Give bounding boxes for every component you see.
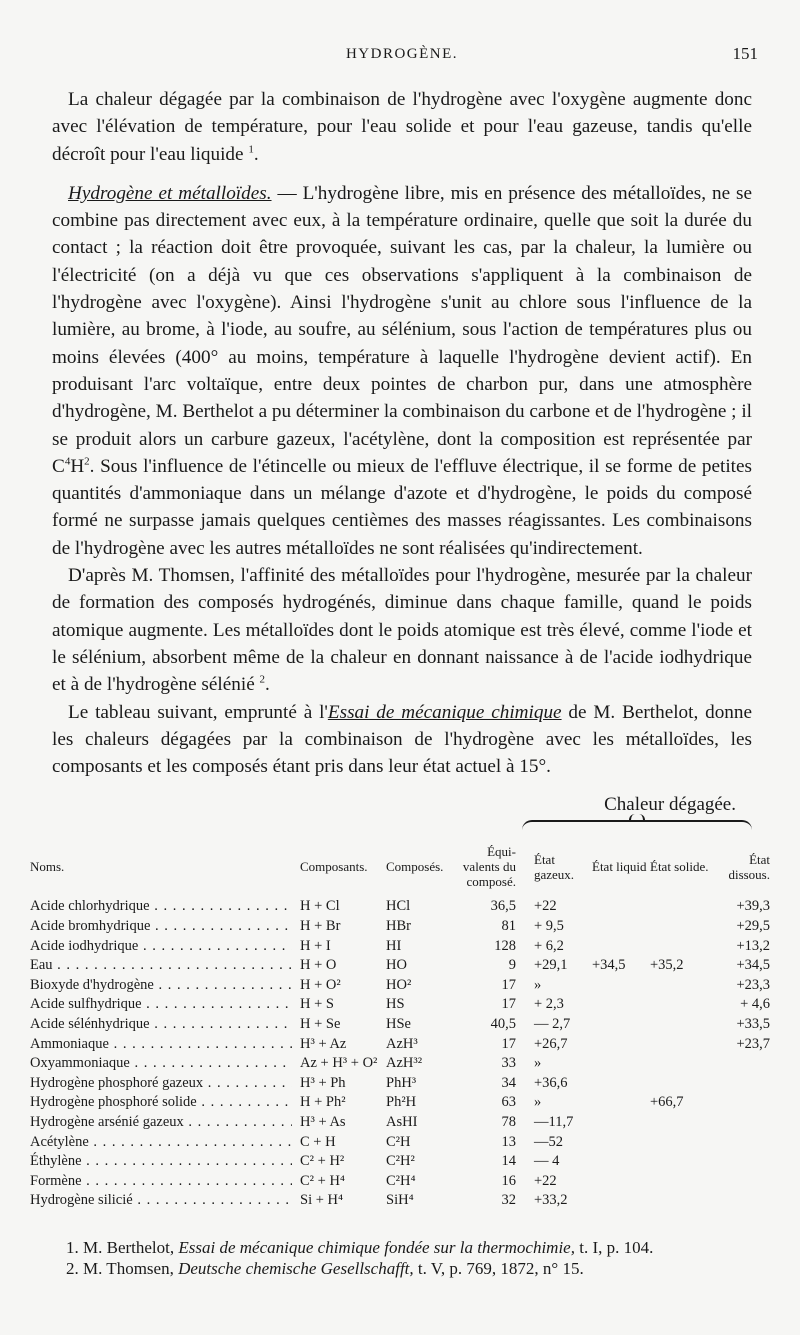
row-gazeux: + 9,5 <box>534 918 564 935</box>
row-name-text: Acide iodhydrique . . . <box>30 937 292 957</box>
paragraph-text: . Sous l'influence de l'étincelle ou mieux de l'effluve électrique, il se forme de petites quantités d'ammoniaque dans un mélange d'azote et d'hydrogène, le poids du composé formé ne surpasse jamais quelques centièmes des masses réagissantes. Les combinaisons de l'hydrogène avec les autres métalloïdes ne sont réalisées qu'indirectement. <box>52 455 752 559</box>
row-name <box>30 1054 300 1074</box>
footnote-author: M. Berthelot, <box>83 1237 175 1257</box>
footnote-1 <box>52 1237 752 1258</box>
row-gazeux: +33,2 <box>534 1192 568 1209</box>
footnote-title: Deutsche chemische Gesellschafft, <box>178 1258 414 1278</box>
row-compose: AzH³² <box>386 1055 423 1072</box>
row-name-text: Oxyammoniaque . . . <box>30 1054 292 1074</box>
table-row <box>30 917 770 937</box>
row-composants: Si + H⁴ <box>300 1192 344 1209</box>
running-head: HYDROGÈNE. <box>345 46 459 62</box>
row-compose: AzH³ <box>386 1035 418 1052</box>
row-equivalent: 128 <box>494 937 516 954</box>
table-row <box>30 1152 770 1172</box>
row-name <box>30 995 300 1015</box>
table-row <box>30 1093 770 1113</box>
row-equivalent: 13 <box>501 1133 516 1150</box>
row-name <box>30 917 300 937</box>
table-row <box>30 1113 770 1133</box>
paragraph-thomsen <box>52 562 752 698</box>
row-composants: H + S <box>300 996 334 1013</box>
row-equivalent: 36,5 <box>490 898 516 915</box>
row-compose: Ph²H <box>386 1094 417 1111</box>
footnote-number: 2. <box>66 1258 79 1278</box>
paragraph-heat-water <box>52 86 752 168</box>
row-gazeux: +29,1 <box>534 957 568 974</box>
row-name <box>30 1172 300 1192</box>
row-compose: HBr <box>386 918 411 935</box>
row-compose: HI <box>386 937 402 954</box>
section-title: Hydrogène et métalloïdes. <box>68 182 272 204</box>
footnote-author: M. Thomsen, <box>83 1258 174 1278</box>
row-equivalent: 32 <box>501 1192 516 1209</box>
row-equivalent: 40,5 <box>490 1015 516 1032</box>
row-liquide <box>592 995 650 1015</box>
table-row <box>30 937 770 957</box>
row-dissous <box>710 1093 770 1113</box>
row-name <box>30 1035 300 1055</box>
row-gazeux: +22 <box>534 898 557 915</box>
row-compose: PhH³ <box>386 1074 417 1091</box>
row-composants: H + Cl <box>300 898 340 915</box>
table-row <box>30 976 770 996</box>
row-solide <box>650 897 710 917</box>
col-solide: État solide. <box>650 859 709 875</box>
paragraph-text: H <box>70 455 85 477</box>
row-composants: H + O <box>300 957 337 974</box>
col-noms: Noms. <box>30 859 65 875</box>
row-equivalent: 63 <box>501 1094 516 1111</box>
table-body <box>30 897 770 1211</box>
row-dissous <box>710 1172 770 1192</box>
footnote-ref-text: t. V, p. 769, 1872, n° 15. <box>417 1258 584 1278</box>
row-name-text: Bioxyde d'hydrogène . . . <box>30 976 292 996</box>
row-solide <box>650 1172 710 1192</box>
row-dissous <box>710 1133 770 1153</box>
row-gazeux: + 2,3 <box>534 996 564 1013</box>
row-name-text: Hydrogène phosphoré gazeux . . . <box>30 1074 292 1094</box>
row-gazeux: +36,6 <box>534 1074 568 1091</box>
row-name <box>30 1074 300 1094</box>
footnote-ref: 1 <box>248 143 254 156</box>
row-name <box>30 937 300 957</box>
row-equivalent: 81 <box>501 918 516 935</box>
table-row <box>30 995 770 1015</box>
row-liquide <box>592 976 650 996</box>
row-name <box>30 1113 300 1133</box>
paragraph-text: La chaleur dégagée par la combinaison de l'hydrogène avec l'oxygène augmente donc avec l'élévation de température, pour l'eau solide et pour l'eau gazeuse, tandis qu'elle décroît pour l'eau liquide <box>52 89 752 165</box>
col-composes: Composés. <box>386 859 444 875</box>
col-equivalents: Équi-valents du composé. <box>462 844 516 890</box>
footnote-ref-text: t. I, p. 104. <box>579 1237 654 1257</box>
row-liquide <box>592 917 650 937</box>
row-liquide <box>592 1035 650 1055</box>
row-name-text: Acide bromhydrique . . . <box>30 917 292 937</box>
row-dissous: +29,5 <box>736 918 770 935</box>
row-gazeux: + 6,2 <box>534 937 564 954</box>
col-dissous: État dissous. <box>728 851 770 882</box>
row-composants: H + Ph² <box>300 1094 346 1111</box>
page-number: 151 <box>732 44 758 63</box>
row-dissous <box>710 1054 770 1074</box>
row-name <box>30 1093 300 1113</box>
row-dissous: +13,2 <box>736 937 770 954</box>
row-solide <box>650 976 710 996</box>
row-solide <box>650 1074 710 1094</box>
row-solide <box>650 1054 710 1074</box>
row-compose: SiH⁴ <box>386 1192 414 1209</box>
footnote-ref: 2 <box>259 673 266 686</box>
footnote-number: 1. <box>66 1237 79 1257</box>
row-equivalent: 9 <box>508 957 516 974</box>
row-name-text: Eau . . . <box>30 956 292 976</box>
table-header-row <box>30 840 770 897</box>
row-dissous: +39,3 <box>736 898 770 915</box>
row-dissous <box>710 1191 770 1211</box>
row-composants: Az + H³ + O² <box>300 1055 378 1072</box>
row-gazeux: —11,7 <box>534 1113 574 1130</box>
row-name <box>30 1015 300 1035</box>
paragraph-hydrogen-metalloids <box>52 180 752 562</box>
row-name-text: Hydrogène phosphoré solide . . . <box>30 1093 292 1113</box>
paragraph-end: . <box>265 674 270 696</box>
book-title: Essai de mécanique chimique <box>327 701 562 723</box>
table-row <box>30 1074 770 1094</box>
paragraph-text: L'hydrogène libre, mis en présence des métalloïdes, ne se combine pas directement avec eux, à la température ordinaire, quelle que soit la durée du contact ; la réaction doit être provoquée, suivant les cas, par la chaleur, la lumière ou l'électricité (on a déjà vu que ces observations s'appliquent à la combinaison de l'hydrogène avec l'oxygène). Ainsi l'hydrogène s'unit au chlore sous l'influence de la lumière, au brome, à l'iode, au soufre, au sélénium, sous l'action de températures plus ou moins élevées (400° au moins, température à laquelle l'hydrogène devient actif). En produisant l'arc voltaïque, entre deux pointes de charbon pur, dans une atmosphère d'hydrogène, M. Berthelot a pu déterminer la combinaison du carbone et de l'hydrogène ; il se produit alors un carbure gazeux, l'acétylène, dont la composition est représentée par C <box>52 182 753 477</box>
row-liquide <box>592 1152 650 1172</box>
table-row <box>30 1035 770 1055</box>
page-header <box>52 40 758 70</box>
row-composants: H + Se <box>300 1015 341 1032</box>
row-solide <box>650 937 710 957</box>
row-solide: +66,7 <box>650 1094 684 1111</box>
row-dissous: +23,7 <box>736 1035 770 1052</box>
row-gazeux: » <box>534 976 542 993</box>
row-composants: C² + H² <box>300 1153 345 1170</box>
row-gazeux: » <box>534 1094 542 1111</box>
row-composants: H + Br <box>300 918 341 935</box>
row-liquide <box>592 1074 650 1094</box>
row-name-text: Formène . . . <box>30 1172 292 1192</box>
row-dissous: +23,3 <box>736 976 770 993</box>
row-solide: +35,2 <box>650 957 684 974</box>
row-gazeux: — 2,7 <box>534 1015 571 1032</box>
row-solide <box>650 1191 710 1211</box>
row-compose: C²H⁴ <box>386 1172 416 1189</box>
row-dissous: +34,5 <box>736 957 770 974</box>
row-compose: HSe <box>386 1015 411 1032</box>
row-name <box>30 956 300 976</box>
row-compose: C²H² <box>386 1153 415 1170</box>
superscript: 2 <box>84 455 90 468</box>
row-liquide <box>592 1191 650 1211</box>
row-compose: C²H <box>386 1133 411 1150</box>
row-liquide <box>592 897 650 917</box>
row-dissous <box>710 1074 770 1094</box>
row-equivalent: 33 <box>501 1055 516 1072</box>
paragraph-text: de M. Berthelot, donne les chaleurs dégagées par la combinaison de l'hydrogène avec les métalloïdes, les composants et les composés étant pris dans leur état actuel à 15°. <box>52 701 753 778</box>
table-row <box>30 956 770 976</box>
row-solide <box>650 1035 710 1055</box>
row-dissous <box>710 1113 770 1133</box>
row-name-text: Éthylène . . . <box>30 1152 292 1172</box>
row-gazeux: +26,7 <box>534 1035 568 1052</box>
row-gazeux: — 4 <box>534 1153 560 1170</box>
row-liquide <box>592 1015 650 1035</box>
row-name <box>30 976 300 996</box>
row-composants: H³ + Az <box>300 1035 347 1052</box>
row-composants: C² + H⁴ <box>300 1172 345 1189</box>
row-liquide <box>592 1093 650 1113</box>
row-liquide <box>592 937 650 957</box>
row-name-text: Acide sulfhydrique . . . <box>30 995 292 1015</box>
row-name-text: Hydrogène silicié . . . <box>30 1191 292 1211</box>
row-composants: H + I <box>300 937 331 954</box>
table-row <box>30 1054 770 1074</box>
paragraph-end: . <box>253 143 259 165</box>
row-dissous <box>710 1152 770 1172</box>
row-gazeux: +22 <box>534 1172 557 1189</box>
row-name-text: Acide chlorhydrique . . . <box>30 897 292 917</box>
row-compose: HO <box>386 957 407 974</box>
row-liquide <box>592 1054 650 1074</box>
table-row <box>30 1191 770 1211</box>
row-dissous: + 4,6 <box>740 996 770 1013</box>
book-page <box>30 40 770 1279</box>
row-compose: HO² <box>386 976 412 993</box>
row-name <box>30 897 300 917</box>
row-composants: C + H <box>300 1133 336 1150</box>
row-solide <box>650 1113 710 1133</box>
row-name <box>30 1133 300 1153</box>
table-row <box>30 1172 770 1192</box>
paragraph-text: Le tableau suivant, emprunté à l' <box>68 701 328 723</box>
footnotes <box>52 1237 752 1279</box>
row-equivalent: 17 <box>501 1035 516 1052</box>
paragraph-table-intro <box>52 699 752 781</box>
superscript: 4 <box>64 455 71 468</box>
row-liquide <box>592 1172 650 1192</box>
row-equivalent: 17 <box>501 976 516 993</box>
row-composants: H + O² <box>300 976 341 993</box>
dash: — <box>271 182 303 204</box>
row-gazeux: » <box>534 1055 542 1072</box>
footnote-title: Essai de mécanique chimique fondée sur la thermochimie, <box>178 1237 575 1257</box>
col-gazeux: État gazeux. <box>534 851 575 882</box>
row-liquide <box>592 1113 650 1133</box>
footnote-2 <box>52 1258 752 1279</box>
row-composants: H³ + Ph <box>300 1074 346 1091</box>
row-equivalent: 14 <box>501 1153 516 1170</box>
heat-table <box>30 840 770 1211</box>
row-name-text: Ammoniaque . . . <box>30 1035 292 1055</box>
row-solide <box>650 917 710 937</box>
row-gazeux: —52 <box>534 1133 563 1150</box>
row-solide <box>650 1152 710 1172</box>
row-solide <box>650 1133 710 1153</box>
row-compose: HS <box>386 996 405 1013</box>
row-dissous: +33,5 <box>736 1015 770 1032</box>
row-name <box>30 1191 300 1211</box>
row-liquide: +34,5 <box>592 957 626 974</box>
col-composants: Composants. <box>300 859 368 875</box>
row-liquide <box>592 1133 650 1153</box>
paragraph-text: D'après M. Thomsen, l'affinité des métalloïdes pour l'hydrogène, mesurée par la chaleur de formation des composés hydrogénés, diminue dans chaque famille, quand le poids atomique augmente. Les métalloïdes dont le poids atomique est très élevé, comme l'iode et le sélénium, absorbent même de la chaleur en donnant naissance à de l'acide iodhydrique et à de l'hydrogène sélénié <box>52 565 752 696</box>
row-compose: AsHI <box>386 1113 418 1130</box>
table-row <box>30 1133 770 1153</box>
col-liquide: État liquid <box>592 859 647 875</box>
row-name-text: Acétylène . . . <box>30 1133 292 1153</box>
row-equivalent: 16 <box>501 1172 516 1189</box>
row-equivalent: 78 <box>501 1113 516 1130</box>
row-composants: H³ + As <box>300 1113 346 1130</box>
row-name-text: Hydrogène arsénié gazeux . . . <box>30 1113 292 1133</box>
row-name <box>30 1152 300 1172</box>
row-equivalent: 34 <box>501 1074 516 1091</box>
row-name-text: Acide sélénhydrique . . . <box>30 1015 292 1035</box>
row-solide <box>650 1015 710 1035</box>
row-solide <box>650 995 710 1015</box>
brace-line <box>522 820 752 834</box>
table-row <box>30 1015 770 1035</box>
table-group-header: Chaleur dégagée. <box>604 794 736 816</box>
row-compose: HCl <box>386 898 411 915</box>
row-equivalent: 17 <box>501 996 516 1013</box>
table-row <box>30 897 770 917</box>
